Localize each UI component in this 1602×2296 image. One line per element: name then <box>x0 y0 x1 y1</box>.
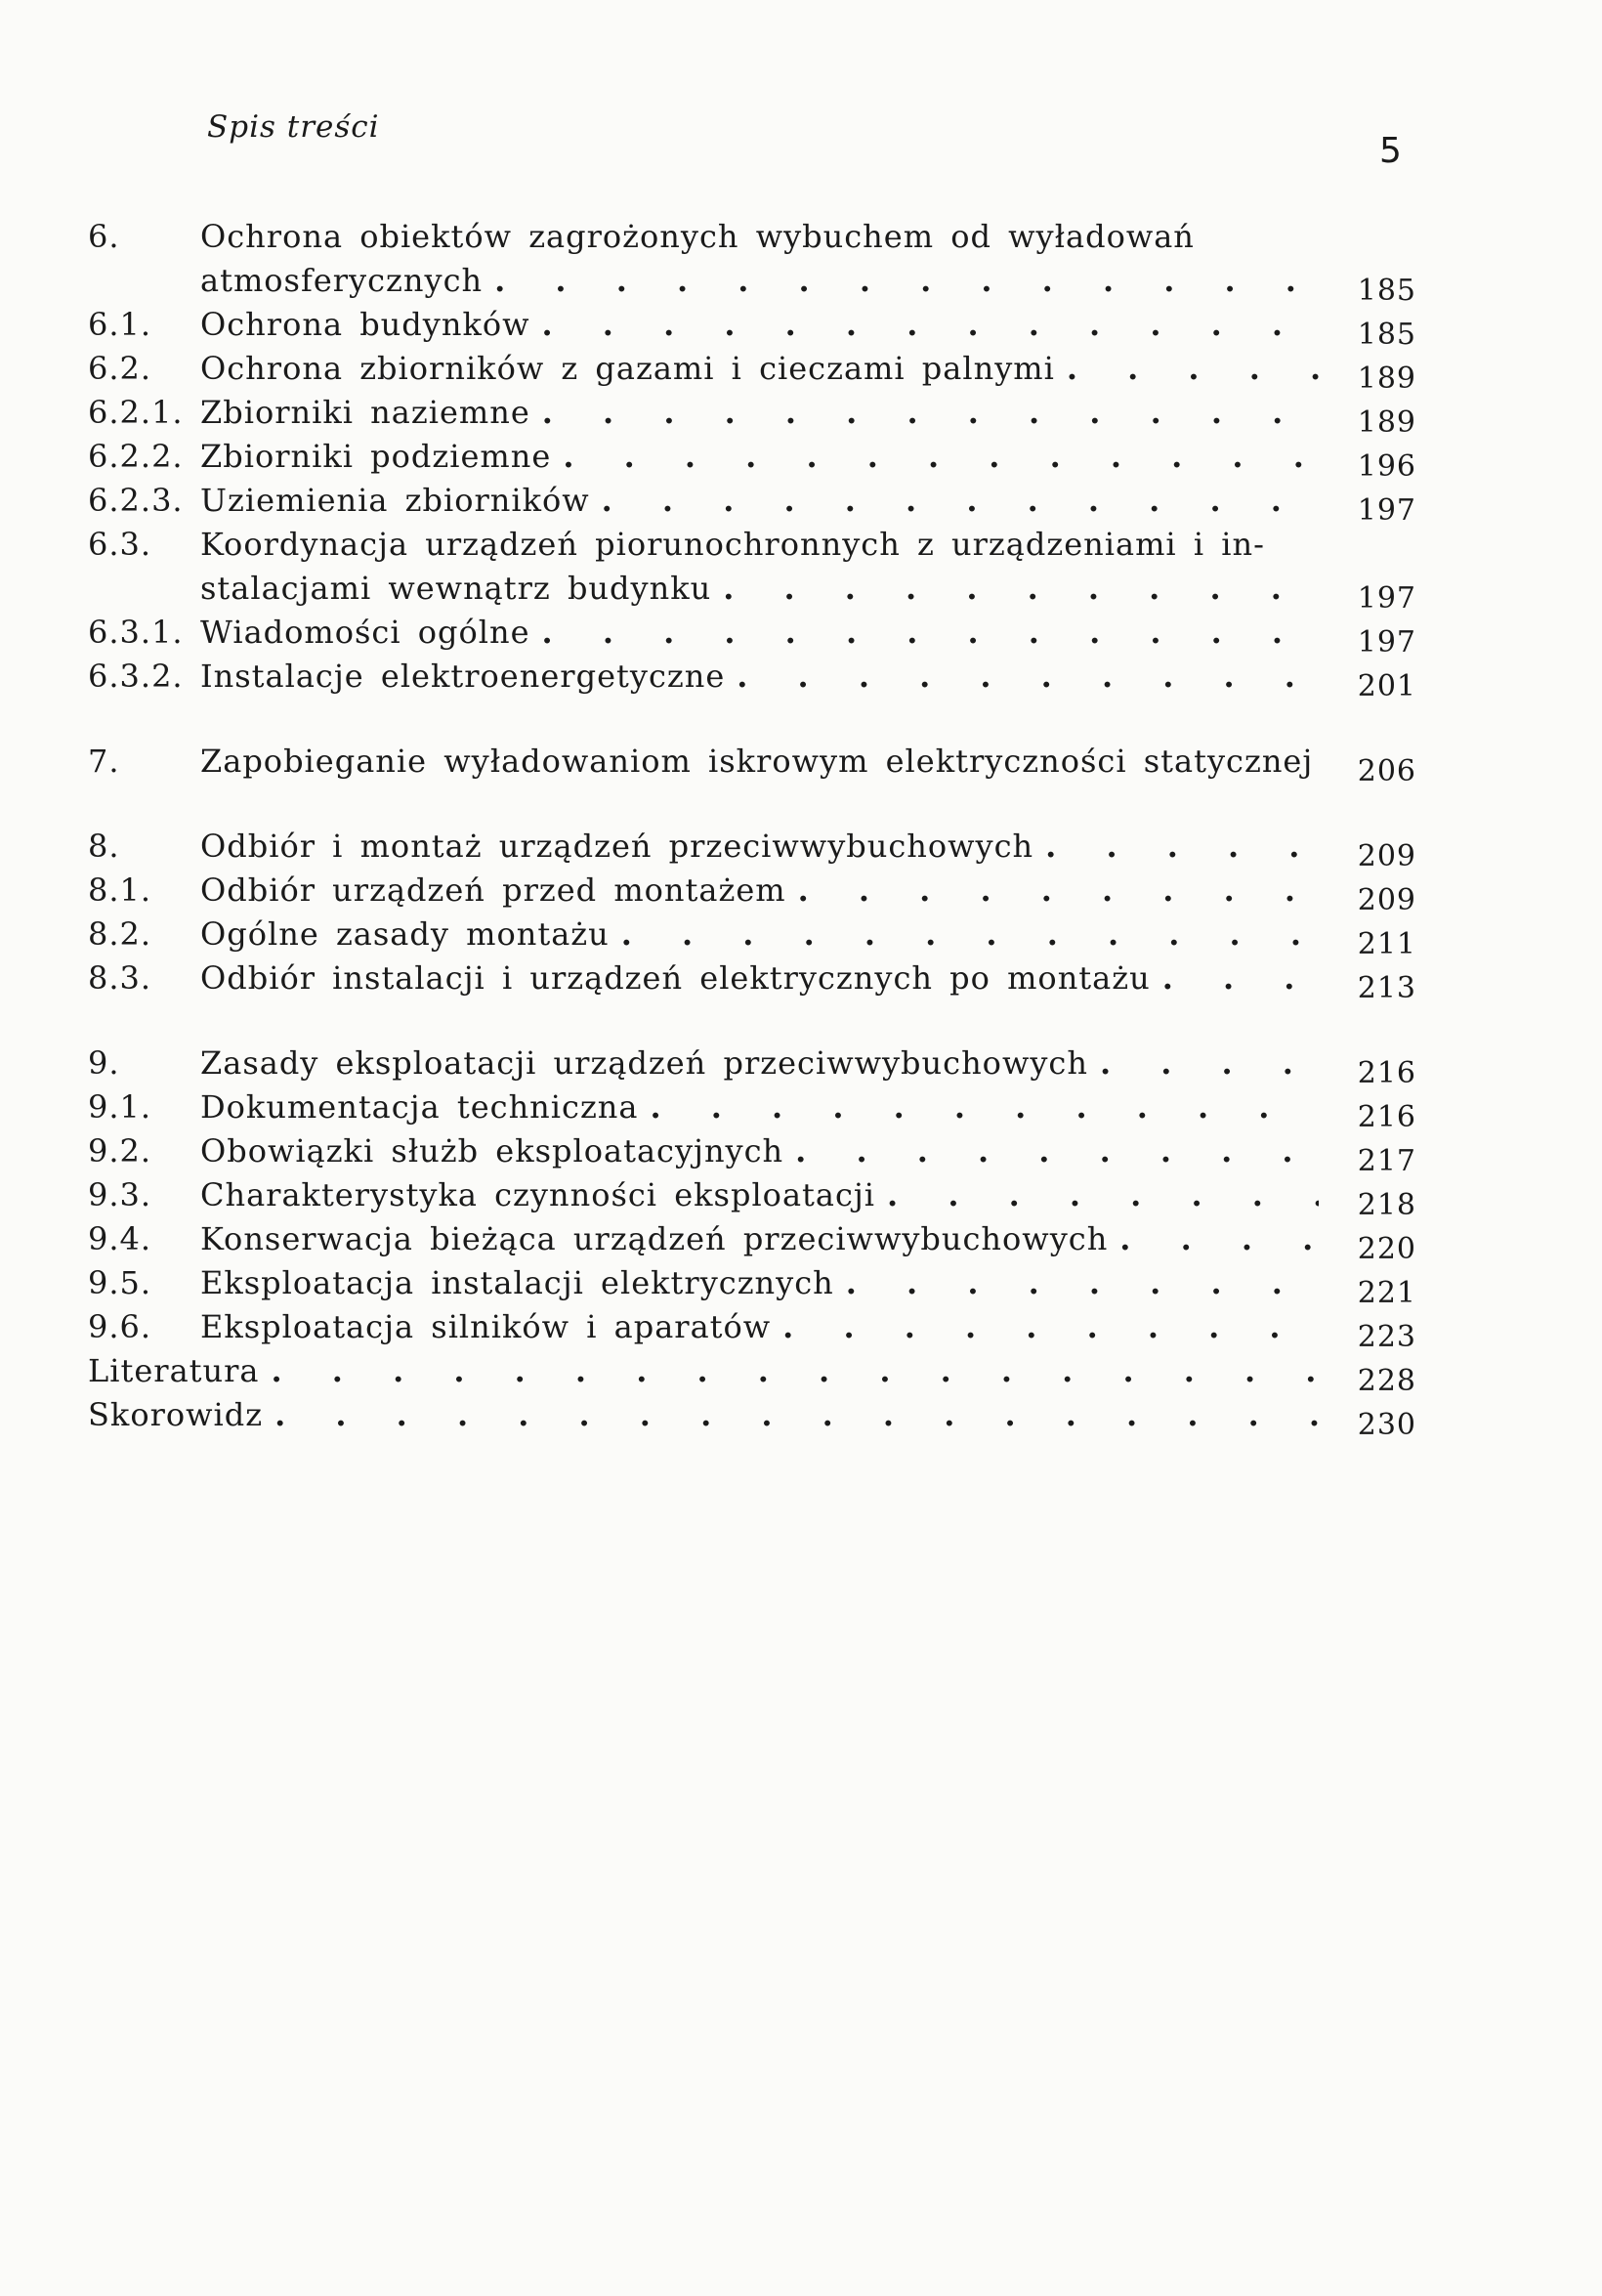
toc-entry-number: 8. <box>88 828 120 865</box>
toc-entry-number: 6.3. <box>88 526 152 563</box>
dot-leader <box>530 303 1320 347</box>
toc-entry <box>88 869 1416 917</box>
dot-leader <box>771 1305 1319 1349</box>
toc-entry-number: 8.3. <box>88 959 152 997</box>
dot-leader <box>1055 347 1319 391</box>
toc-entry-number: 6.3.1. <box>88 614 184 651</box>
dot-leader <box>875 1173 1319 1217</box>
dot-leader <box>1033 825 1319 869</box>
toc-entry-title: Skorowidz <box>88 1396 264 1433</box>
toc-entry-page: 230 <box>1357 1408 1416 1442</box>
toc-entry <box>88 740 1416 788</box>
toc-entry-number: 7. <box>88 743 120 780</box>
dot-leader <box>711 567 1319 611</box>
toc-entry <box>88 523 1416 616</box>
dot-leader <box>638 1085 1319 1129</box>
page-number: 5 <box>1379 131 1402 171</box>
toc-section <box>88 1042 1416 1442</box>
toc-entry-number: 9. <box>88 1044 120 1082</box>
dot-leader <box>530 611 1319 655</box>
toc-entry-number: 9.3. <box>88 1176 152 1213</box>
toc-entry <box>88 957 1416 1005</box>
toc-entry-page: 189 <box>1357 405 1416 440</box>
toc-entry-number: 6.3.2. <box>88 658 184 695</box>
toc-entry-title: Koordynacja urządzeń piorunochronnych z urządzeniami i in- <box>200 526 1265 563</box>
toc-entry-page: 223 <box>1357 1320 1416 1354</box>
toc-entry-page: 213 <box>1357 971 1416 1005</box>
toc-entry <box>88 1349 1416 1398</box>
toc-entry-page: 220 <box>1357 1232 1416 1266</box>
toc-entry-page: 221 <box>1357 1276 1416 1310</box>
toc-entry <box>88 655 1416 703</box>
toc-entry-title: atmosferycznych <box>200 262 484 299</box>
dot-leader <box>551 435 1319 479</box>
toc-entry-title: Charakterystyka czynności eksploatacji <box>200 1176 876 1213</box>
toc-entry-page: 216 <box>1357 1056 1416 1090</box>
toc-entry-number: 6.2. <box>88 350 152 387</box>
toc-entry-number: 6.1. <box>88 306 152 343</box>
toc-entry-page: 211 <box>1357 927 1416 961</box>
toc-entry-title: Wiadomości ogólne <box>200 614 530 651</box>
toc-entry-page: 185 <box>1357 274 1416 308</box>
toc-entry-number: 8.1. <box>88 872 152 909</box>
toc-entry-page: 209 <box>1357 839 1416 873</box>
toc-entry <box>88 1217 1416 1266</box>
toc-entry <box>88 913 1416 961</box>
toc-entry <box>88 435 1416 484</box>
toc-entry-title: Literatura <box>88 1352 260 1389</box>
toc-entry-number: 9.1. <box>88 1088 152 1126</box>
dot-leader <box>1108 1217 1319 1261</box>
toc-entry-page: 201 <box>1357 669 1416 703</box>
toc-entry-page: 216 <box>1357 1100 1416 1134</box>
toc-entry-title: Konserwacja bieżąca urządzeń przeciwwybuchowych <box>200 1220 1109 1257</box>
toc-entry-title: Zbiorniki podziemne <box>200 438 552 475</box>
toc-entry <box>88 611 1416 659</box>
toc-entry <box>88 479 1416 528</box>
toc-entry-page: 197 <box>1357 581 1416 616</box>
toc-entry-title: Uziemienia zbiorników <box>200 482 590 519</box>
toc-entry-number: 9.4. <box>88 1220 152 1257</box>
toc-entry <box>88 1129 1416 1178</box>
toc-entry-page: 196 <box>1357 449 1416 484</box>
toc-entry-title: Zapobieganie wyładowaniom iskrowym elektryczności statycznej <box>200 743 1314 780</box>
toc-entry-page: 209 <box>1357 883 1416 917</box>
dot-leader <box>834 1261 1319 1305</box>
dot-leader <box>590 479 1319 523</box>
toc-entry <box>88 1261 1416 1310</box>
dot-leader <box>483 259 1319 303</box>
toc-entry-title: Obowiązki służb eksploatacyjnych <box>200 1132 784 1169</box>
toc-entry-title: Eksploatacja instalacji elektrycznych <box>200 1264 834 1301</box>
toc-entry-page: 217 <box>1357 1144 1416 1178</box>
toc-entry-title: Ochrona budynków <box>200 306 530 343</box>
toc-entry-title: Ochrona zbiorników z gazami i cieczami palnymi <box>200 350 1055 387</box>
toc-entry-number: 9.5. <box>88 1264 152 1301</box>
toc-entry <box>88 825 1416 873</box>
toc-entry-page: 206 <box>1357 754 1416 788</box>
dot-leader <box>1151 957 1319 1000</box>
toc-entry-page: 218 <box>1357 1188 1416 1222</box>
dot-leader <box>530 391 1319 435</box>
toc-entry-page: 189 <box>1357 361 1416 396</box>
toc-entry-number: 6. <box>88 218 120 255</box>
toc-entry-number: 8.2. <box>88 915 152 953</box>
toc-entry-title: Ochrona obiektów zagrożonych wybuchem od wyładowań <box>200 218 1195 255</box>
toc-entry <box>88 1173 1416 1222</box>
toc-entry-page: 197 <box>1357 493 1416 528</box>
toc-entry-title: Dokumentacja techniczna <box>200 1088 639 1126</box>
toc-entry <box>88 303 1416 352</box>
toc-entry-title: Instalacje elektroenergetyczne <box>200 658 726 695</box>
dot-leader <box>1088 1042 1319 1085</box>
toc-entry-number: 6.2.3. <box>88 482 184 519</box>
toc-entry-title: Odbiór instalacji i urządzeń elektrycznych po montażu <box>200 959 1151 997</box>
toc-entry-number: 9.6. <box>88 1308 152 1345</box>
toc-entry-title: Ogólne zasady montażu <box>200 915 610 953</box>
toc-entry <box>88 1042 1416 1090</box>
toc-entry-title: Odbiór i montaż urządzeń przeciwwybuchowych <box>200 828 1034 865</box>
toc-section <box>88 740 1416 788</box>
dot-leader <box>725 655 1319 699</box>
dot-leader <box>260 1349 1320 1393</box>
dot-leader <box>263 1393 1319 1437</box>
toc-entry-page: 197 <box>1357 625 1416 659</box>
toc-entry <box>88 1393 1416 1442</box>
toc-entry <box>88 1305 1416 1354</box>
toc-entry <box>88 1085 1416 1134</box>
toc-entry <box>88 215 1416 308</box>
table-of-contents <box>88 215 1416 1478</box>
toc-entry-number: 9.2. <box>88 1132 152 1169</box>
toc-section <box>88 215 1416 703</box>
toc-section <box>88 825 1416 1005</box>
dot-leader <box>610 913 1319 957</box>
toc-entry-number: 6.2.2. <box>88 438 184 475</box>
toc-entry <box>88 347 1416 396</box>
page-header-title: Spis treści <box>207 109 380 145</box>
toc-entry-title: Odbiór urządzeń przed montażem <box>200 872 786 909</box>
toc-entry <box>88 391 1416 440</box>
toc-entry-number: 6.2.1. <box>88 394 184 431</box>
toc-entry-title: Eksploatacja silników i aparatów <box>200 1308 772 1345</box>
dot-leader <box>786 869 1319 913</box>
toc-entry-title: Zasady eksploatacji urządzeń przeciwwybuchowych <box>200 1044 1088 1082</box>
toc-entry-title: stalacjami wewnątrz budynku <box>200 570 712 607</box>
toc-entry-page: 185 <box>1357 318 1416 352</box>
toc-entry-title: Zbiorniki naziemne <box>200 394 530 431</box>
toc-entry-page: 228 <box>1357 1364 1416 1398</box>
dot-leader <box>783 1129 1319 1173</box>
